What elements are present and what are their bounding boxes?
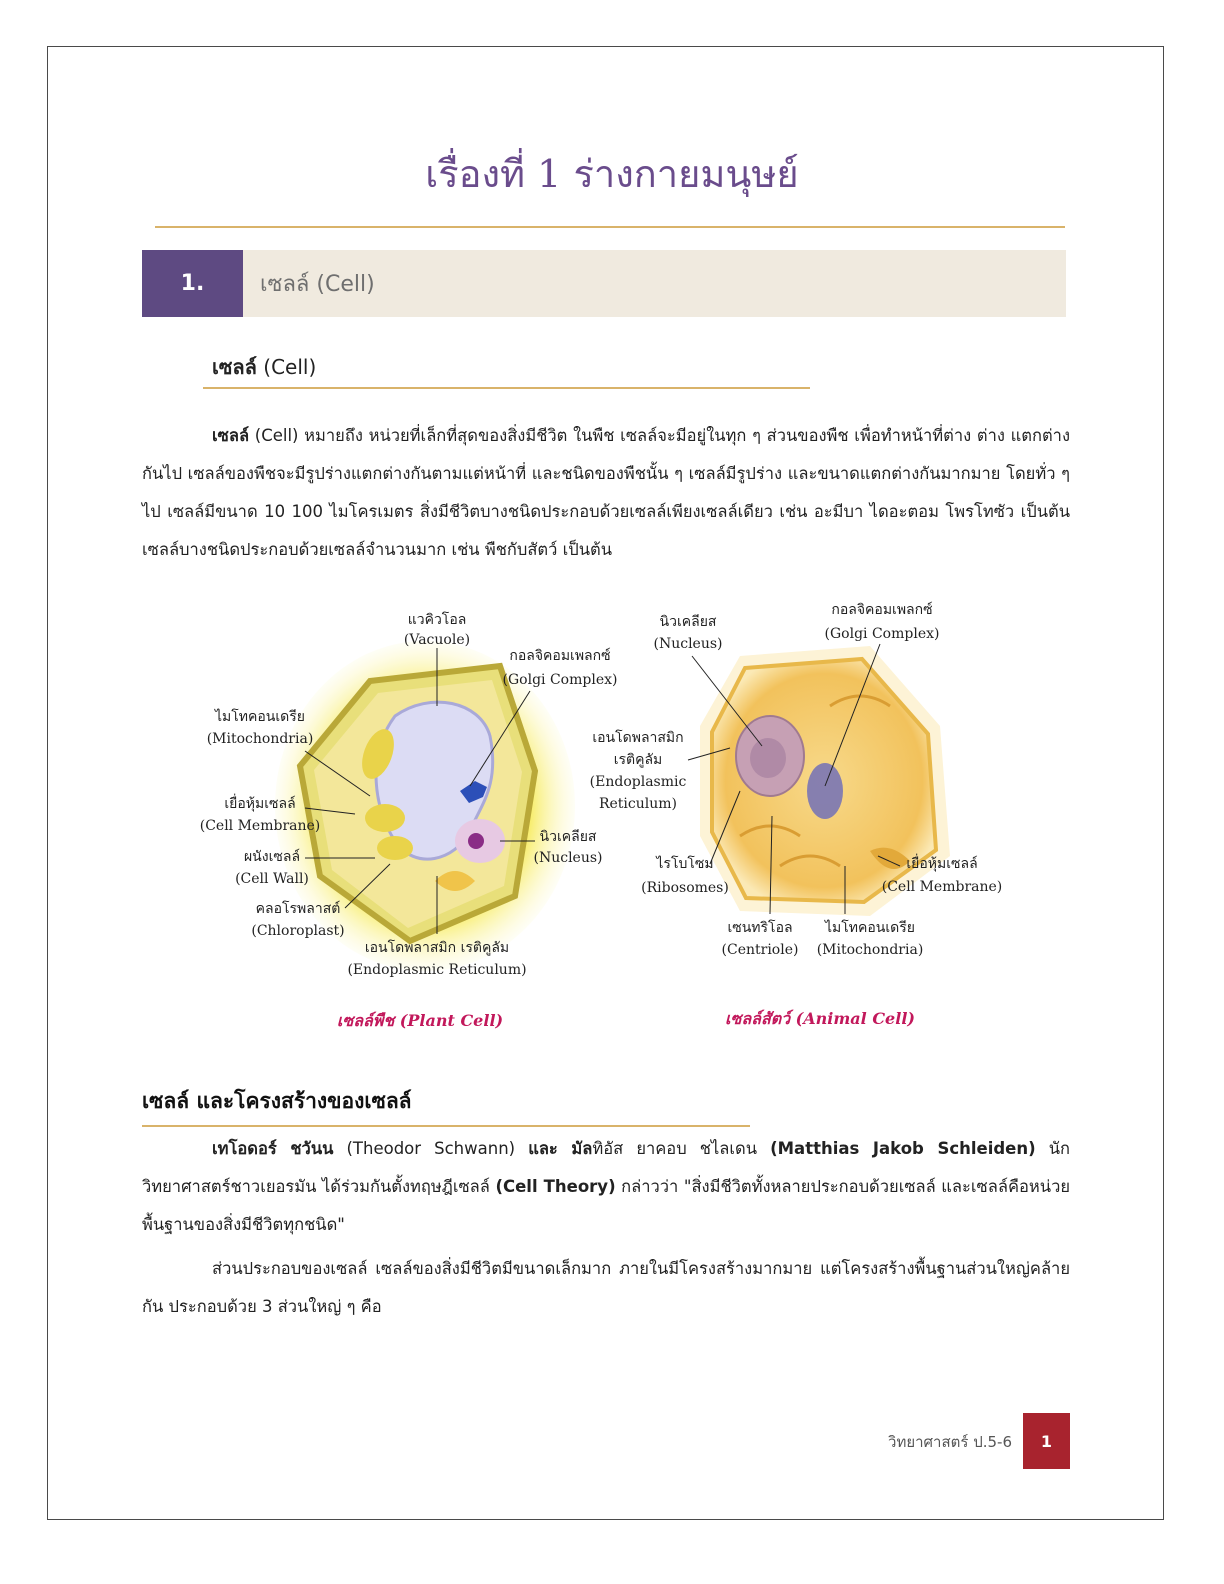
animal-label-er-en1: (Endoplasmic [589,774,687,790]
animal-cell-illustration [688,644,950,916]
subheading-bold: เซลล์ [212,355,257,379]
plant-label-membrane-th: เยื่อหุ้มเซลล์ [224,796,296,812]
p2-s4: ทิอัส ยาคอบ ชไลเดน [592,1139,771,1158]
p2-s3: และ มัล [528,1139,593,1158]
subheading-rest: (Cell) [256,355,317,379]
plant-cell-illustration [275,641,575,971]
plant-label-er-th: เอนโดพลาสมิก เรติคูลัม [364,940,510,956]
subheading-divider [203,387,810,389]
animal-label-mito-th: ไมโทคอนเดรีย [825,920,915,936]
animal-label-nucleus-th: นิวเคลียส [659,614,717,630]
paragraph-cell-theory [142,1130,1070,1244]
animal-label-er-th1: เอนโดพลาสมิก [592,730,684,746]
plant-label-wall-en: (Cell Wall) [235,871,309,887]
plant-label-vacuole-en: (Vacuole) [403,632,471,648]
paragraph-cell-components [142,1250,1070,1326]
paragraph-cell-definition [142,417,1070,569]
animal-label-er-en2: Reticulum) [598,796,678,812]
plant-label-vacuole-th: แวคิวโอล [407,612,467,628]
p3-text: ส่วนประกอบของเซลล์ เซลล์ของสิ่งมีชีวิตมีขนาดเล็กมาก ภายในมีโครงสร้างมากมาย แต่โครงสร้างพื้นฐานส่วนใหญ่คล้ายกัน ประกอบด้วย 3 ส่วนใหญ่ ๆ คือ [142,1259,1070,1316]
p2-s2: (Theodor Schwann) [333,1139,529,1158]
footer-subject: วิทยาศาสตร์ ป.5-6 [888,1433,1012,1451]
plant-label-golgi-th: กอลจิคอมเพลกซ์ [509,648,611,664]
plant-label-chloro-en: (Chloroplast) [251,923,345,939]
animal-label-membrane-en: (Cell Membrane) [881,879,1003,895]
animal-label-golgi-th: กอลจิคอมเพลกซ์ [831,602,933,618]
section-number: 1. [142,250,243,317]
section2-divider [142,1125,750,1127]
animal-label-mito-en: (Mitochondria) [816,942,924,958]
cell-diagram-figure [180,596,1020,1036]
p2-s5: (Matthias Jakob Schleiden) [770,1139,1036,1158]
paragraph-body: (Cell) หมายถึง หน่วยที่เล็กที่สุดของสิ่งมีชีวิต ในพืช เซลล์จะมีอยู่ในทุก ๆ ส่วนของพืช เพื่อทำหน้าที่ต่าง ต่าง แตกต่างกันไป เซลล์ของพืชจะมีรูปร่างแตกต่างกันตามแต่หน้าที่ และชนิดของพืชนั้น ๆ เซลล์มีรูปร่าง และขนาดแตกต่างกันมากมาย โดยทั่ว ๆ ไป เซลล์มีขนาด 10 100 ไมโครเมตร สิ่งมีชีวิตบางชนิดประกอบด้วยเซลล์เพียงเซลล์เดียว เช่น อะมีบา ไดอะตอม โพรโทซัว เป็นต้น เซลล์บางชนิดประกอบด้วยเซลล์จำนวนมาก เช่น พืชกับสัตว์ เป็นต้น [142,426,1070,559]
plant-label-nucleus-en: (Nucleus) [533,850,603,866]
animal-cell-caption: เซลล์สัตว์ (Animal Cell) [725,1009,915,1028]
p2-s6: นักวิทยาศาสตร์ชาวเยอรมัน ได้ร่วมกันตั้งทฤษฎีเซลล์ [142,1139,1071,1196]
plant-label-membrane-en: (Cell Membrane) [199,818,321,834]
animal-label-ribo-en: (Ribosomes) [641,880,729,896]
title-divider [155,226,1065,228]
animal-label-nucleus-en: (Nucleus) [653,636,723,652]
p2-s1: เทโอดอร์ ชวันน [212,1139,334,1158]
plant-label-er-en: (Endoplasmic Reticulum) [347,962,527,978]
plant-label-golgi-en: (Golgi Complex) [502,672,618,688]
subheading [212,351,316,383]
page-title: เรื่องที่ 1 ร่างกายมนุษย์ [425,152,799,196]
animal-label-golgi-en: (Golgi Complex) [824,626,940,642]
plant-cell-caption: เซลล์พืช (Plant Cell) [336,1011,504,1030]
plant-label-mito-en: (Mitochondria) [206,731,314,747]
plant-label-nucleus-th: นิวเคลียส [539,829,597,845]
animal-label-membrane-th: เยื่อหุ้มเซลล์ [906,856,978,872]
animal-label-centriole-en: (Centriole) [721,942,799,958]
section-heading: เซลล์ (Cell) [243,250,1066,317]
animal-label-ribo-th: ไรโบโซม [656,856,714,872]
section2-heading: เซลล์ และโครงสร้างของเซลล์ [142,1089,412,1113]
animal-label-centriole-th: เซนทริโอล [727,920,793,936]
page-number: 1 [1023,1413,1070,1469]
animal-label-er-th2: เรติคูลัม [613,752,663,768]
plant-label-mito-th: ไมโทคอนเดรีย [215,709,305,725]
p2-s8: กล่าวว่า "สิ่งมีชีวิตทั้งหลายประกอบด้วยเซลล์ และเซลล์คือหน่วยพื้นฐานของสิ่งมีชีวิตทุกชนิด" [142,1177,1071,1234]
p2-s7: (Cell Theory) [495,1177,616,1196]
cell-diagram [180,596,1020,1036]
plant-label-wall-th: ผนังเซลล์ [243,849,301,865]
paragraph-lead: เซลล์ [212,426,250,445]
plant-label-chloro-th: คลอโรพลาสต์ [255,901,341,917]
